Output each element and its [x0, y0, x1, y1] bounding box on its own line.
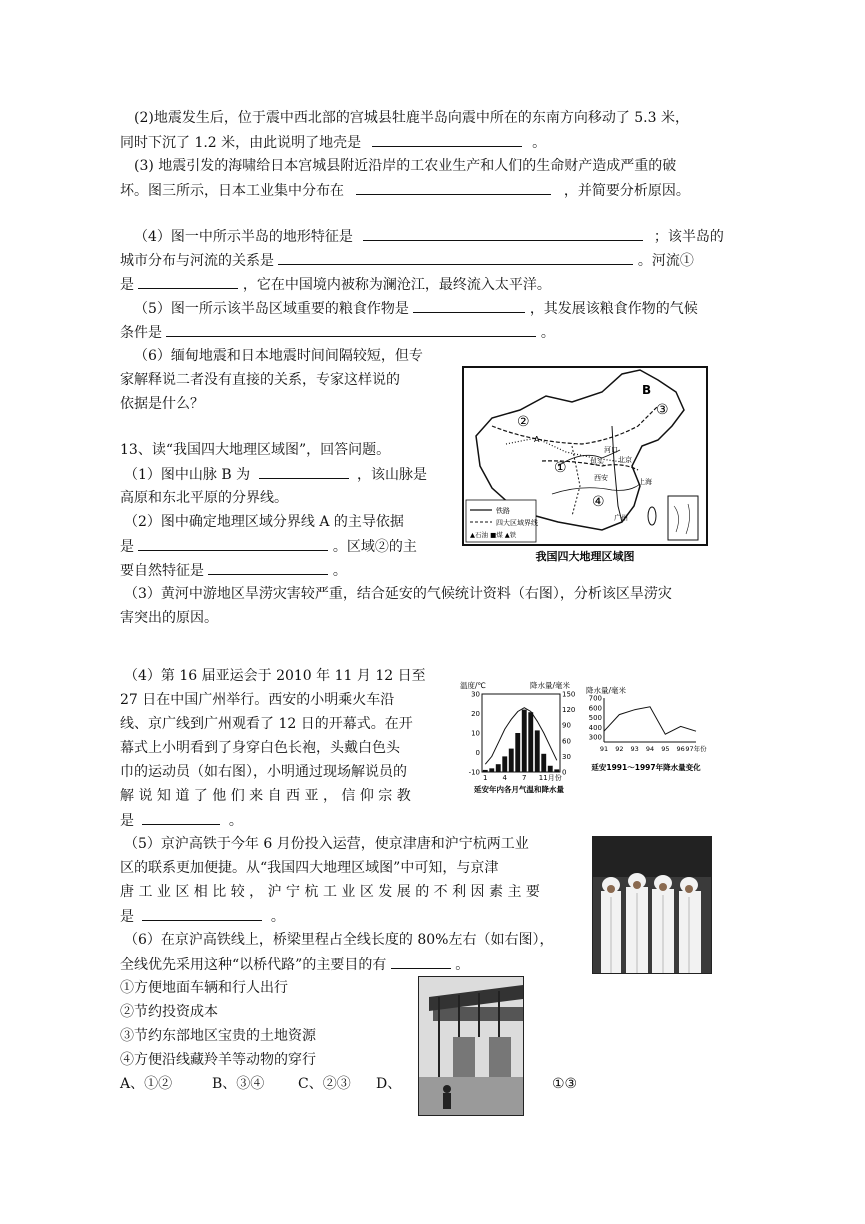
y-tick: 600: [588, 704, 602, 713]
q12-p4-line1: [134, 226, 724, 247]
q12-p5-line2: [120, 322, 555, 343]
choice-d-answer: ①③: [552, 1076, 578, 1092]
q13-p6-line1: （6）在京沪高铁线上，桥梁里程占全线长度的 80%左右（如右图），: [124, 932, 554, 948]
climate-chart-svg: [456, 680, 582, 796]
climate-caption: 延安年内各月气温和降水量: [474, 785, 564, 794]
legend-railway: 铁路: [496, 507, 510, 515]
q12-p5-line1: [134, 298, 698, 319]
map-caption: 我国四大地理区域图: [535, 550, 635, 563]
y-right-tick: 60: [562, 737, 571, 746]
q13-p4-line1: （4）第 16 届亚运会于 2010 年 11 月 12 日至: [124, 668, 426, 684]
precip-bar: [515, 733, 520, 772]
text: 是: [120, 277, 134, 293]
annual-y-label: 降水量/毫米: [586, 686, 627, 695]
text: 条件是: [120, 325, 162, 341]
choice-c[interactable]: C、②③: [298, 1076, 351, 1092]
y-tick: 500: [588, 714, 602, 723]
precip-bar: [535, 730, 540, 772]
q13-p4-line7: [120, 810, 243, 831]
region-1-label: ①: [554, 460, 567, 476]
choice-d[interactable]: D、: [376, 1076, 402, 1092]
choice-b[interactable]: B、③④: [212, 1076, 265, 1092]
x-tick: 94: [645, 745, 655, 753]
precip-bar: [548, 766, 553, 772]
bridge-photo-drawing: [419, 977, 523, 1115]
q13-heading: 13、读“我国四大地理区域图”，回答问题。: [120, 442, 391, 458]
city-label: 河口: [604, 446, 618, 454]
text: ；该半岛的: [653, 229, 724, 245]
q13-p4-line6: 解 说 知 道 了 他 们 来 自 西 亚 ， 信 仰 宗 教: [120, 788, 411, 804]
q12-p4-line2: [120, 250, 694, 271]
legend-resources: ▲石油 ■煤 ▲铁: [470, 531, 517, 539]
y-left-label: 温度/℃: [460, 681, 486, 690]
answer-blank[interactable]: [356, 180, 551, 195]
plot-frame: [482, 694, 560, 772]
y-right-tick: 120: [562, 706, 576, 715]
text: 。: [332, 563, 347, 579]
q13-p2-line3: [120, 560, 347, 581]
y-left-tick: 0: [475, 749, 480, 757]
text: 。: [270, 909, 285, 925]
text: 。: [455, 957, 470, 973]
text: 。区域②的主: [332, 539, 417, 555]
precip-bar: [509, 749, 514, 772]
answer-blank[interactable]: [278, 250, 633, 265]
q13-p2-line2: [120, 536, 417, 557]
answer-blank[interactable]: [166, 322, 536, 337]
city-label: 广州: [614, 514, 628, 522]
text: 是: [120, 909, 134, 925]
x-tick: 7: [522, 774, 527, 782]
q13-p4-line4: 幕式上小明看到了身穿白色长袍，头戴白色头: [120, 740, 400, 756]
text: 同时下沉了 1.2 米，由此说明了地壳是: [120, 135, 362, 151]
answer-blank[interactable]: [142, 906, 262, 921]
city-label: 包头: [590, 458, 604, 466]
x-tick: 91: [599, 745, 609, 753]
bridge-photo: [418, 976, 524, 1116]
text: ，并简要分析原因。: [563, 183, 690, 199]
option-1[interactable]: ①方便地面车辆和行人出行: [120, 980, 288, 996]
y-left-tick: 30: [471, 690, 480, 699]
answer-blank[interactable]: [391, 954, 451, 969]
answer-blank[interactable]: [138, 274, 238, 289]
text: 是: [120, 813, 134, 829]
precip-line: [604, 707, 696, 734]
q12-p2-line1: (2)地震发生后，位于震中西北部的宫城县牡鹿半岛向震中所在的东南方向移动了 5.3 米，: [134, 110, 689, 126]
boundary-a-label: A: [534, 435, 540, 444]
text: ，其发展该粮食作物的气候: [529, 301, 698, 317]
x-tick: 97年份: [685, 745, 707, 753]
q13-p6-line2: [120, 954, 469, 975]
precip-bar: [496, 764, 501, 772]
city-label: 北京: [618, 456, 632, 464]
region-2-label: ②: [517, 414, 530, 430]
y-tick: 400: [588, 723, 602, 732]
annual-precip-chart: [584, 684, 708, 774]
y-left-tick: 20: [471, 710, 480, 718]
precip-bar: [554, 769, 559, 772]
q12-p6-line1: （6）缅甸地震和日本地震时间间隔较短，但专: [134, 348, 423, 364]
answer-blank[interactable]: [142, 810, 220, 825]
y-right-tick: 150: [562, 690, 576, 699]
text: （5）图一所示该半岛区域重要的粮食作物是: [134, 301, 409, 317]
q13-p4-line2: 27 日在中国广州举行。西安的小明乘火车沿: [120, 692, 395, 708]
china-regions-map: [462, 366, 708, 566]
q13-p3-line1: （3）黄河中游地区旱涝灾害较严重，结合延安的气候统计资料（右图），分析该区旱涝灾: [124, 586, 672, 602]
option-2[interactable]: ②节约投资成本: [120, 1004, 218, 1020]
text: （1）图中山脉 B 为: [124, 467, 251, 483]
y-left-tick: -10: [468, 768, 480, 777]
q12-p3-line2: [120, 180, 690, 201]
text: 城市分布与河流的关系是: [120, 253, 274, 269]
text: 。: [228, 813, 243, 829]
q12-p2-line2: [120, 132, 546, 153]
q12-p6-line2: 家解释说二者没有直接的关系，专家这样说的: [120, 372, 400, 388]
q13-p5-line3: 唐 工 业 区 相 比 较 ， 沪 宁 杭 工 业 区 发 展 的 不 利 因 素 主 要: [120, 884, 540, 900]
x-tick: 1: [483, 774, 488, 782]
region-4-label: ④: [592, 494, 605, 510]
precip-bar: [528, 712, 533, 772]
text: 全线优先采用这种“以桥代路”的主要目的有: [120, 957, 387, 973]
x-tick: 93: [630, 745, 639, 753]
precip-bar: [522, 710, 527, 772]
y-left-tick: 10: [471, 729, 480, 738]
text: 是: [120, 539, 134, 555]
annual-caption: 延安1991～1997年降水量变化: [591, 763, 701, 772]
city-label: 西安: [594, 474, 608, 482]
x-tick: 92: [615, 745, 624, 753]
x-tick: 11月份: [538, 774, 562, 782]
q12-p3-line1: (3) 地震引发的海啸给日本宫城县附近沿岸的工农业生产和人们的生命财产造成严重的破: [134, 158, 677, 174]
answer-blank[interactable]: [372, 132, 522, 147]
precip-bar: [489, 768, 494, 772]
y-right-label: 降水量/毫米: [530, 681, 571, 690]
china-map-drawing: [462, 366, 708, 566]
athletes-photo: [592, 836, 712, 974]
q13-p5-line2: 区的联系更加便捷。从“我国四大地理区域图”中可知，与京津: [120, 860, 499, 876]
x-tick: 4: [502, 774, 507, 782]
annual-chart-svg: [584, 684, 708, 774]
q13-p1-line1: [124, 464, 427, 485]
choice-a[interactable]: A、①②: [120, 1076, 173, 1092]
region-3-label: ③: [656, 402, 669, 418]
y-right-tick: 90: [562, 721, 571, 730]
answer-blank[interactable]: [363, 226, 643, 241]
x-tick: 95: [661, 745, 670, 753]
option-3[interactable]: ③节约东部地区宝贵的土地资源: [120, 1028, 316, 1044]
q13-p4-line5: 巾的运动员（如右图），小明通过现场解说员的: [120, 764, 407, 780]
y-tick: 300: [588, 733, 602, 742]
y-right-tick: 0: [562, 768, 567, 777]
q13-p3-line2: 害突出的原因。: [120, 610, 218, 626]
answer-blank[interactable]: [413, 298, 525, 313]
q13-p1-line2: 高原和东北平原的分界线。: [120, 490, 288, 506]
precip-bar: [502, 756, 507, 772]
answer-blank[interactable]: [259, 464, 349, 479]
q13-p2-line1: （2）图中确定地理区域分界线 A 的主导依据: [124, 514, 404, 530]
q13-p5-line1: （5）京沪高铁于今年 6 月份投入运营，使京津唐和沪宁杭两工业: [124, 836, 529, 852]
y-right-tick: 30: [562, 752, 571, 761]
text: ，它在中国境内被称为澜沧江，最终流入太平洋。: [242, 277, 551, 293]
precip-bar: [483, 770, 488, 772]
legend-boundary: 四大区域界线: [496, 519, 538, 527]
mountain-b-label: B: [642, 383, 652, 397]
q12-p6-line3: 依据是什么？: [120, 396, 204, 412]
athletes-photo-drawing: [593, 837, 711, 973]
q12-p4-line3: [120, 274, 551, 295]
precip-bar: [541, 754, 546, 772]
text: 。河流①: [637, 253, 694, 269]
y-tick: 700: [588, 694, 602, 703]
answer-blank[interactable]: [138, 536, 328, 551]
answer-blank[interactable]: [208, 560, 328, 575]
text: 要自然特征是: [120, 563, 204, 579]
x-tick: 96: [676, 745, 685, 753]
q13-p5-line4: [120, 906, 285, 927]
text: 坏。图三所示，日本工业集中分布在: [120, 183, 344, 199]
q13-p4-line3: 线、京广线到广州观看了 12 日的开幕式。在开: [120, 716, 413, 732]
text: （4）图一中所示半岛的地形特征是: [134, 229, 353, 245]
option-4[interactable]: ④方便沿线藏羚羊等动物的穿行: [120, 1052, 316, 1068]
text: ，该山脉是: [357, 467, 428, 483]
yanan-climate-chart: [456, 680, 582, 796]
text: 。: [540, 325, 555, 341]
text: 。: [532, 135, 547, 151]
city-label: 上海: [638, 478, 652, 486]
